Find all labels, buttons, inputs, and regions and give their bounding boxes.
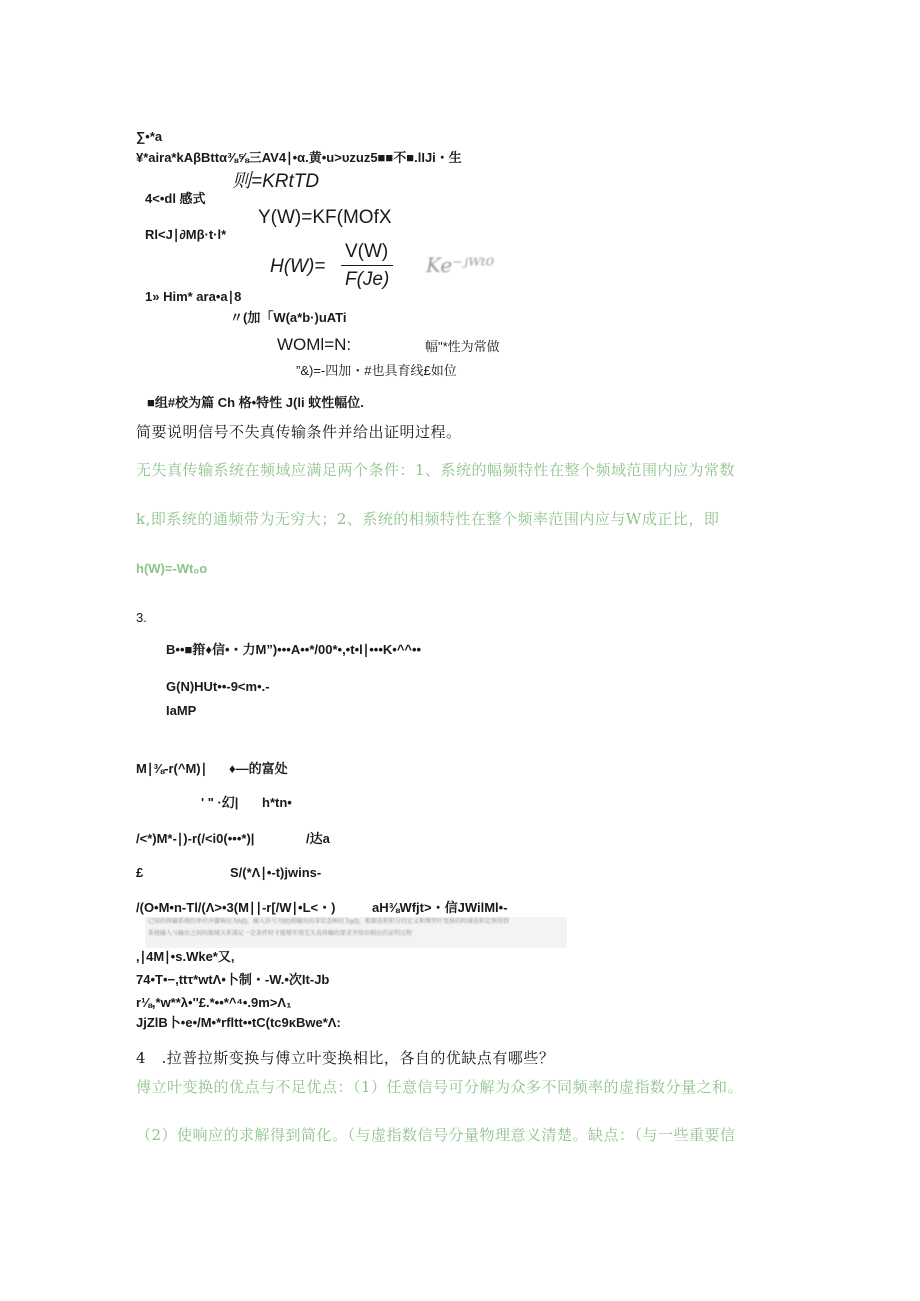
formula-line-yw: Y(W)=KF(MOfX xyxy=(258,207,392,228)
garbled-q3-line-5b: h*tn• xyxy=(262,795,292,810)
garbled-q3-line-10: 74•T•−,ttτ*wtΛ•卜制・-W.•次It-Jb xyxy=(136,972,330,987)
garbled-line-5: Rl<J∣∂Mβ·t·l* xyxy=(145,227,227,242)
garbled-q3-line-11: r⅛,*w**λ•''£.*••*^⁴•.9m>Λ₁ xyxy=(136,995,292,1010)
garbled-q3-line-6b: /达a xyxy=(306,831,330,846)
blurred-line-1: 已知的传输系统的单位冲激响应为h(t)，输入信号为f(t)则输出的零状态响应为y(t)，根据卷积积分的定义和傅里叶变换的时域卷积定理得到 xyxy=(148,919,509,925)
blurred-line-2: 系统输入与输出之间的频域关系满足一定条件时才能够实现无失真传输的要求并给出相应的证明过程 xyxy=(148,931,413,937)
formula-denominator: F(Je) xyxy=(345,269,390,290)
garbled-line-2: ¥*aira*kAβBttα⅜⅝三AV4∣•α.黄•u>υzuz5■■不■.lIJi・生 xyxy=(136,150,462,165)
garbled-q3-line-7b: S/(*Λ∣•-t)jwins- xyxy=(230,865,322,880)
garbled-line-6: 1» Him* ara•a∣8 xyxy=(145,289,242,304)
garbled-q3-line-8a: /(O•M•n-Tl/(Λ>•3(M∣∣-r[/W∣•L<・) xyxy=(136,900,336,915)
question-4-text: 4 .拉普拉斯变换与傅立叶变换相比，各自的优缺点有哪些？ xyxy=(136,1049,555,1067)
answer-4-line-2: （2）使响应的求解得到简化。（与虚指数信号分量物理意义清楚。缺点：（与一些重要信 xyxy=(136,1126,736,1144)
answer-2-line-1: 无失真传输系统在频域应满足两个条件：1、系统的幅频特性在整个频域范围内应为常数 xyxy=(136,461,736,479)
fraction-bar xyxy=(341,265,393,266)
garbled-line-4a: 4<•dl 感式 xyxy=(145,191,206,206)
garbled-q3-line-1: B••■箝♦信•・力M”)•••A••*/00*•,•t•l∣•••K•^^•• xyxy=(166,642,422,657)
garbled-q3-line-4b: ♦—的富处 xyxy=(229,761,288,776)
formula-line-womi: WOMl=N: xyxy=(277,335,352,354)
formula-h-lhs: H(W)= xyxy=(270,256,326,277)
garbled-q3-line-3: IaMP xyxy=(166,703,197,718)
garbled-line-8b: 幅"*性为常做 xyxy=(425,339,500,354)
garbled-q3-line-2: G(N)HUt••-9<m•.- xyxy=(166,679,270,694)
garbled-q3-line-9: ,∣4M∣•s.Wke*又, xyxy=(136,949,235,964)
garbled-q3-line-4a: M∣⅜-r(^M)∣ xyxy=(136,761,208,776)
garbled-q3-line-5a: ' " ·幻| xyxy=(201,795,239,810)
garbled-line-7: 〃(加「W(a*b·)uATi xyxy=(230,310,347,325)
answer-2-line-3: h(W)=-Wt₀o xyxy=(136,561,208,576)
garbled-q3-line-8b: aH⅜Wfjt>・信JWilMl•- xyxy=(372,900,508,915)
garbled-line-10: ■组#校为篇 Ch 格•特性 J(li 蚊性幅位. xyxy=(147,395,364,410)
garbled-q3-line-12: JjZlB卜•e•/M•*rfltt••tC(tc9κBwe*Λ: xyxy=(136,1015,341,1030)
question-3-number: 3. xyxy=(136,610,147,625)
question-2-text: 简要说明信号不失真传输条件并给出证明过程。 xyxy=(136,423,462,441)
garbled-line-9: ”&)=-四加・#也具育线£如位 xyxy=(296,363,457,378)
garbled-q3-line-6a: /<*)M*-∣)-r(/<i0(•••*)| xyxy=(136,831,255,846)
garbled-line-1: ∑•*a xyxy=(136,129,163,144)
blurred-ke-term: Ke⁻ʲᵂᵗ⁰ xyxy=(426,253,494,277)
answer-2-line-2: k,即系统的通频带为无穷大；2、系统的相频特性在整个频率范围内应与W成正比，即 xyxy=(136,510,720,528)
formula-line-kr: 则=KRtTD xyxy=(232,171,320,192)
formula-numerator: V(W) xyxy=(345,241,389,262)
answer-4-line-1: 傅立叶变换的优点与不足优点：（1）任意信号可分解为众多不同频率的虚指数分量之和。 xyxy=(136,1078,744,1096)
garbled-q3-line-7a: £ xyxy=(136,865,144,880)
